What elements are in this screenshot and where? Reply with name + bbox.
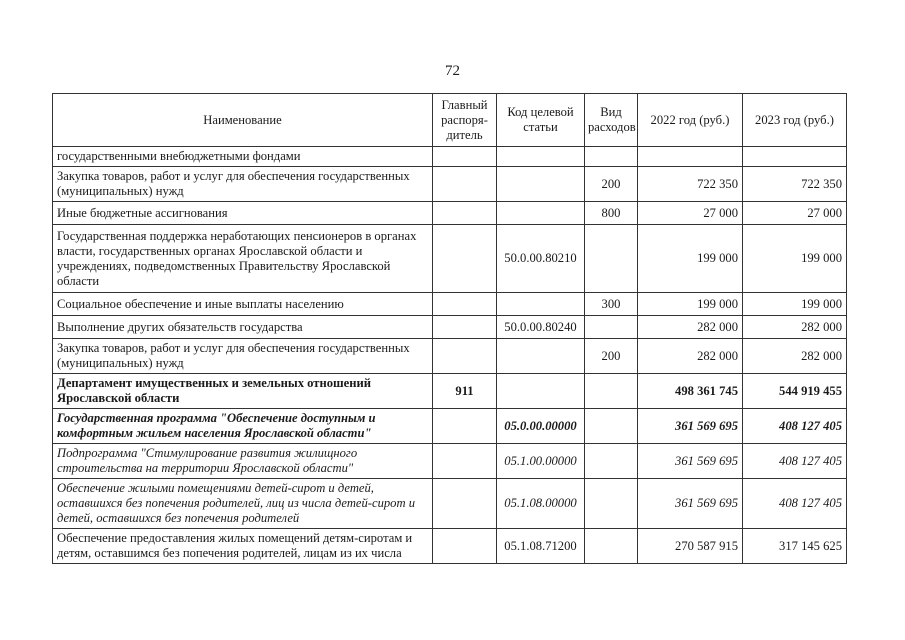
- cell-main-manager: [433, 479, 497, 529]
- column-header-main-manager: Главный распоря-дитель: [433, 94, 497, 147]
- cell-year-2022: 27 000: [638, 202, 743, 225]
- cell-name: Подпрограмма "Стимулирование развития жилищного строительства на территории Ярославской области": [53, 444, 433, 479]
- cell-target-code: 05.1.08.00000: [497, 479, 585, 529]
- table-header-row: [53, 94, 847, 147]
- cell-name: Закупка товаров, работ и услуг для обеспечения государственных (муниципальных) нужд: [53, 167, 433, 202]
- cell-year-2023: 282 000: [743, 316, 847, 339]
- column-header-name: Наименование: [53, 94, 433, 147]
- cell-name: Обеспечение предоставления жилых помещений детям-сиротам и детям, оставшимся без попечения родителей, лицам из их числа: [53, 529, 433, 564]
- cell-main-manager: [433, 409, 497, 444]
- column-header-year-2023: 2023 год (руб.): [743, 94, 847, 147]
- cell-target-code: [497, 374, 585, 409]
- cell-year-2023: 282 000: [743, 339, 847, 374]
- cell-expense-type: 200: [585, 339, 638, 374]
- cell-name: государственными внебюджетными фондами: [53, 147, 433, 167]
- cell-year-2022: 361 569 695: [638, 479, 743, 529]
- cell-year-2023: 408 127 405: [743, 444, 847, 479]
- table-row: [53, 409, 847, 444]
- cell-main-manager: [433, 147, 497, 167]
- cell-year-2022: 361 569 695: [638, 444, 743, 479]
- cell-expense-type: 200: [585, 167, 638, 202]
- table-body: [53, 147, 847, 564]
- cell-target-code: [497, 202, 585, 225]
- table-row: [53, 444, 847, 479]
- table-row: [53, 147, 847, 167]
- column-header-year-2022: 2022 год (руб.): [638, 94, 743, 147]
- cell-expense-type: 300: [585, 293, 638, 316]
- cell-year-2023: [743, 147, 847, 167]
- cell-expense-type: [585, 316, 638, 339]
- table-row: [53, 316, 847, 339]
- table-row: [53, 374, 847, 409]
- cell-expense-type: 800: [585, 202, 638, 225]
- cell-main-manager: [433, 202, 497, 225]
- table-row: [53, 167, 847, 202]
- cell-main-manager: [433, 339, 497, 374]
- cell-expense-type: [585, 529, 638, 564]
- cell-name: Закупка товаров, работ и услуг для обеспечения государственных (муниципальных) нужд: [53, 339, 433, 374]
- cell-name: Иные бюджетные ассигнования: [53, 202, 433, 225]
- cell-main-manager: [433, 316, 497, 339]
- cell-target-code: [497, 293, 585, 316]
- table-row: [53, 225, 847, 293]
- cell-name: Департамент имущественных и земельных отношений Ярославской области: [53, 374, 433, 409]
- cell-year-2023: 317 145 625: [743, 529, 847, 564]
- cell-expense-type: [585, 374, 638, 409]
- cell-expense-type: [585, 409, 638, 444]
- cell-main-manager: [433, 225, 497, 293]
- cell-year-2022: 282 000: [638, 339, 743, 374]
- cell-target-code: [497, 147, 585, 167]
- cell-main-manager: [433, 529, 497, 564]
- cell-year-2023: 199 000: [743, 225, 847, 293]
- page-number: 72: [445, 63, 460, 79]
- cell-expense-type: [585, 479, 638, 529]
- cell-main-manager: [433, 444, 497, 479]
- cell-year-2023: 199 000: [743, 293, 847, 316]
- cell-year-2023: 27 000: [743, 202, 847, 225]
- cell-year-2023: 544 919 455: [743, 374, 847, 409]
- cell-year-2022: 270 587 915: [638, 529, 743, 564]
- cell-year-2023: 408 127 405: [743, 409, 847, 444]
- cell-year-2022: 361 569 695: [638, 409, 743, 444]
- cell-main-manager: 911: [433, 374, 497, 409]
- cell-year-2022: [638, 147, 743, 167]
- cell-target-code: 50.0.00.80240: [497, 316, 585, 339]
- cell-year-2022: 722 350: [638, 167, 743, 202]
- table-row: [53, 479, 847, 529]
- table-row: [53, 529, 847, 564]
- column-header-expense-type: Вид расходов: [585, 94, 638, 147]
- cell-year-2022: 199 000: [638, 225, 743, 293]
- cell-expense-type: [585, 225, 638, 293]
- cell-year-2022: 199 000: [638, 293, 743, 316]
- table-row: [53, 339, 847, 374]
- cell-name: Государственная поддержка неработающих пенсионеров в органах власти, государственных органах Ярославской области и учреждениях, подведомственных Правительству Ярославской области: [53, 225, 433, 293]
- cell-expense-type: [585, 147, 638, 167]
- cell-target-code: 05.0.00.00000: [497, 409, 585, 444]
- cell-target-code: 05.1.00.00000: [497, 444, 585, 479]
- table-row: [53, 202, 847, 225]
- cell-year-2022: 498 361 745: [638, 374, 743, 409]
- cell-main-manager: [433, 293, 497, 316]
- cell-year-2022: 282 000: [638, 316, 743, 339]
- cell-main-manager: [433, 167, 497, 202]
- cell-name: Социальное обеспечение и иные выплаты населению: [53, 293, 433, 316]
- table-row: [53, 293, 847, 316]
- cell-target-code: [497, 339, 585, 374]
- cell-target-code: 50.0.00.80210: [497, 225, 585, 293]
- cell-target-code: 05.1.08.71200: [497, 529, 585, 564]
- cell-name: Выполнение других обязательств государства: [53, 316, 433, 339]
- cell-name: Государственная программа "Обеспечение доступным и комфортным жильем населения Ярославской области": [53, 409, 433, 444]
- cell-year-2023: 722 350: [743, 167, 847, 202]
- cell-expense-type: [585, 444, 638, 479]
- column-header-target-code: Код целевой статьи: [497, 94, 585, 147]
- cell-year-2023: 408 127 405: [743, 479, 847, 529]
- cell-target-code: [497, 167, 585, 202]
- cell-name: Обеспечение жилыми помещениями детей-сирот и детей, оставшихся без попечения родителей, лиц из числа детей-сирот и детей, оставшихся без попечения родителей: [53, 479, 433, 529]
- budget-table: [52, 93, 847, 564]
